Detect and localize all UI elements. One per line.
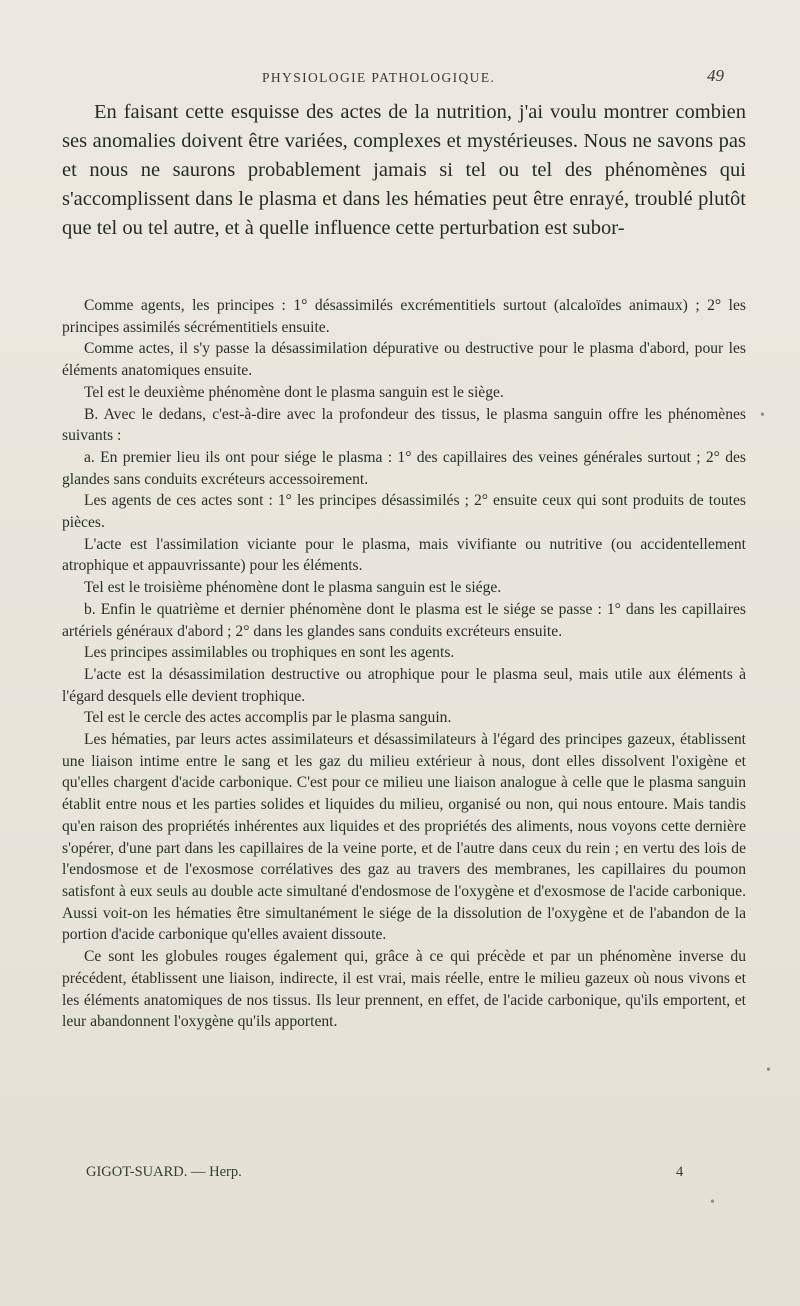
- paragraph-agents: Comme agents, les principes : 1° désassimilés excrémentitiels surtout (alcaloïdes animaux) ; 2° les principes assimilés sécrémentitiels ensuite.: [62, 297, 746, 336]
- paragraph-troisieme: Tel est le troisième phénomène dont le plasma sanguin est le siége.: [84, 579, 502, 597]
- margin-mark: •: [710, 1195, 715, 1210]
- signature-mark: 4: [676, 1164, 684, 1180]
- paragraph-hematies: Les hématies, par leurs actes assimilateurs et désassimilateurs à l'égard des principes gazeux, établissent une liaison intime entre le sang et les gaz du milieu extérieur à nous, dont elles dissolvent l'oxigène et qu'elles chargent d'acide carbonique. C'est pour ce milieu une liaison analogue à celle que le plasma sanguin établit entre nous et les parties solides et liquides du milieu, organisé ou non, qui nous entoure. Mais tandis qu'en raison des propriétés inhérentes aux liquides et des propriétés des aliments, nous voyons cette dernière s'opérer, d'une part dans les capillaires de la veine porte, et de l'autre dans ceux du rein ; en vertu des lois de l'endosmose et de l'exosmose corrélatives des gaz au travers des membranes, les capillaires du poumon satisfont à eux seuls au double acte simultané d'endosmose de l'oxygène et d'exosmose de l'acide carbonique. Aussi voit-on les hématies être simultanément le siége de la dissolution de l'oxygène et de l'abandon de la portion d'acide carbonique qu'elles avaient dissoute.: [62, 731, 746, 944]
- page-number: 49: [707, 66, 724, 85]
- margin-mark: •: [760, 408, 765, 423]
- paragraph-assimilables: Les principes assimilables ou trophiques en sont les agents.: [84, 644, 455, 662]
- paragraph-desassimilation: L'acte est la désassimilation destructive ou atrophique pour le plasma seul, mais utile aux éléments à l'égard desquels elle devient trophique.: [62, 665, 746, 705]
- margin-mark: •: [766, 1063, 771, 1078]
- paragraph-assimilation: L'acte est l'assimilation viciante pour le plasma, mais vivifiante ou nutritive (ou accidentellement atrophique et appauvrissante) pour les éléments.: [62, 535, 746, 575]
- page-footer: [0, 1164, 800, 1186]
- paragraph-agents-actes: Les agents de ces actes sont : 1° les principes désassimilés ; 2° ensuite ceux qui sont produits de toutes pièces.: [62, 492, 746, 532]
- paragraph-b-quatrieme: b. Enfin le quatrième et dernier phénomène dont le plasma est le siége se passe : 1° dans les capillaires artériels généraux d'abord ; 2° dans les glandes sans conduits excréteurs ensuite.: [62, 600, 746, 640]
- paragraph-actes: Comme actes, il s'y passe la désassimilation dépurative ou destructive pour le plasma d'abord, pour les éléments anatomiques ensuite.: [62, 340, 746, 380]
- paragraph-deuxieme: Tel est le deuxième phénomène dont le plasma sanguin est le siège.: [84, 383, 504, 401]
- paragraph-a-premier: a. En premier lieu ils ont pour siége le plasma : 1° des capillaires des veines générales surtout ; 2° des glandes sans conduits excréteurs accessoirement.: [62, 448, 746, 488]
- running-head: [0, 66, 800, 92]
- paragraph-cercle: Tel est le cercle des actes accomplis par le plasma sanguin.: [84, 709, 452, 727]
- footer-author: GIGOT-SUARD. — Herp.: [86, 1164, 242, 1180]
- small-print-section: [62, 295, 746, 1033]
- paragraph-globules: Ce sont les globules rouges également qui, grâce à ce qui précède et par un phénomène inverse du précédent, établissent une liaison, indirecte, il est vrai, mais réelle, entre le milieu gazeux où nous vivons et les éléments anatomiques de nos tissus. Ils leur prennent, en effet, de l'acide carbonique, qu'ils emportent, et leur abandonnent l'oxygène qu'ils apportent.: [62, 948, 746, 1031]
- intro-paragraph: En faisant cette esquisse des actes de la nutrition, j'ai voulu montrer combien ses anomalies doivent être variées, complexes et mystérieuses. Nous ne savons pas et nous ne saurons probablement jamais si tel ou tel des phénomènes qui s'accomplissent dans le plasma et dans les hématies peut être enrayé, troublé plutôt que tel ou tel autre, et à quelle influence cette perturbation est subor-: [62, 101, 746, 239]
- running-title: PHYSIOLOGIE PATHOLOGIQUE.: [262, 70, 496, 85]
- paragraph-b-dedans: B. Avec le dedans, c'est-à-dire avec la profondeur des tissus, le plasma sanguin offre les phénomènes suivants :: [62, 405, 746, 445]
